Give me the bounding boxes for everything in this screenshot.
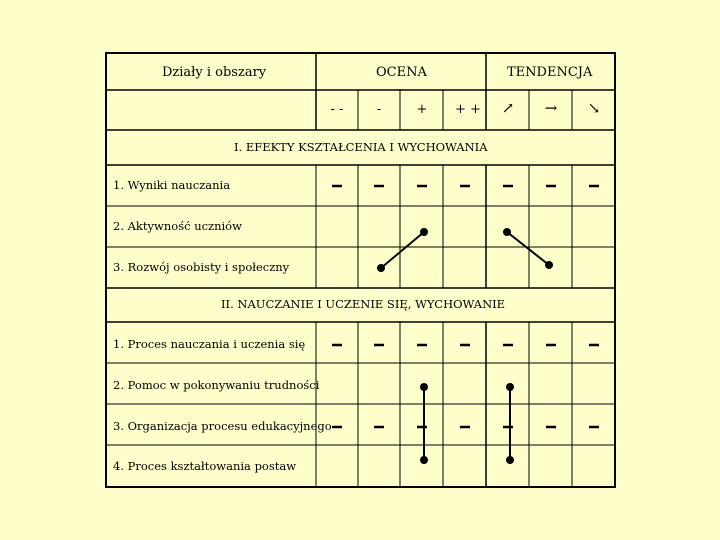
rating-low: - [376,102,382,117]
table-row-label: 3. Organizacja procesu edukacyjnego [113,419,332,433]
arrow-right-icon: → [544,99,558,117]
arrow-down-right-icon: ↘ [587,99,601,117]
arrow-up-right-icon: ↗ [501,99,515,117]
rating-very-low: - - [330,102,344,117]
table-row-label: 2. Pomoc w pokonywaniu trudności [113,378,320,392]
trend-connector-section-1 [503,228,553,269]
table-row-label: 1. Wyniki nauczania [113,178,231,192]
table-row-label: 2. Aktywność uczniów [113,219,242,233]
section-title: I. EFEKTY KSZTAŁCENIA I WYCHOWANIA [234,140,488,154]
rating-very-high: + + [455,102,481,117]
table-row-label: 3. Rozwój osobisty i społeczny [113,260,290,274]
rating-header: OCENA [376,65,427,80]
areas-header: Działy i obszary [162,65,267,80]
table-row-label: 1. Proces nauczania i uczenia się [113,337,306,351]
table-row-label: 4. Proces kształtowania postaw [113,459,297,473]
section-title: II. NAUCZANIE I UCZENIE SIĘ, WYCHOWANIE [221,297,506,311]
rating-connector-section-2 [420,383,428,464]
rating-connector-section-1 [377,228,428,272]
rating-high: + [416,102,428,117]
trend-header: TENDENCJA [507,65,593,80]
trend-connector-section-2 [506,383,514,464]
